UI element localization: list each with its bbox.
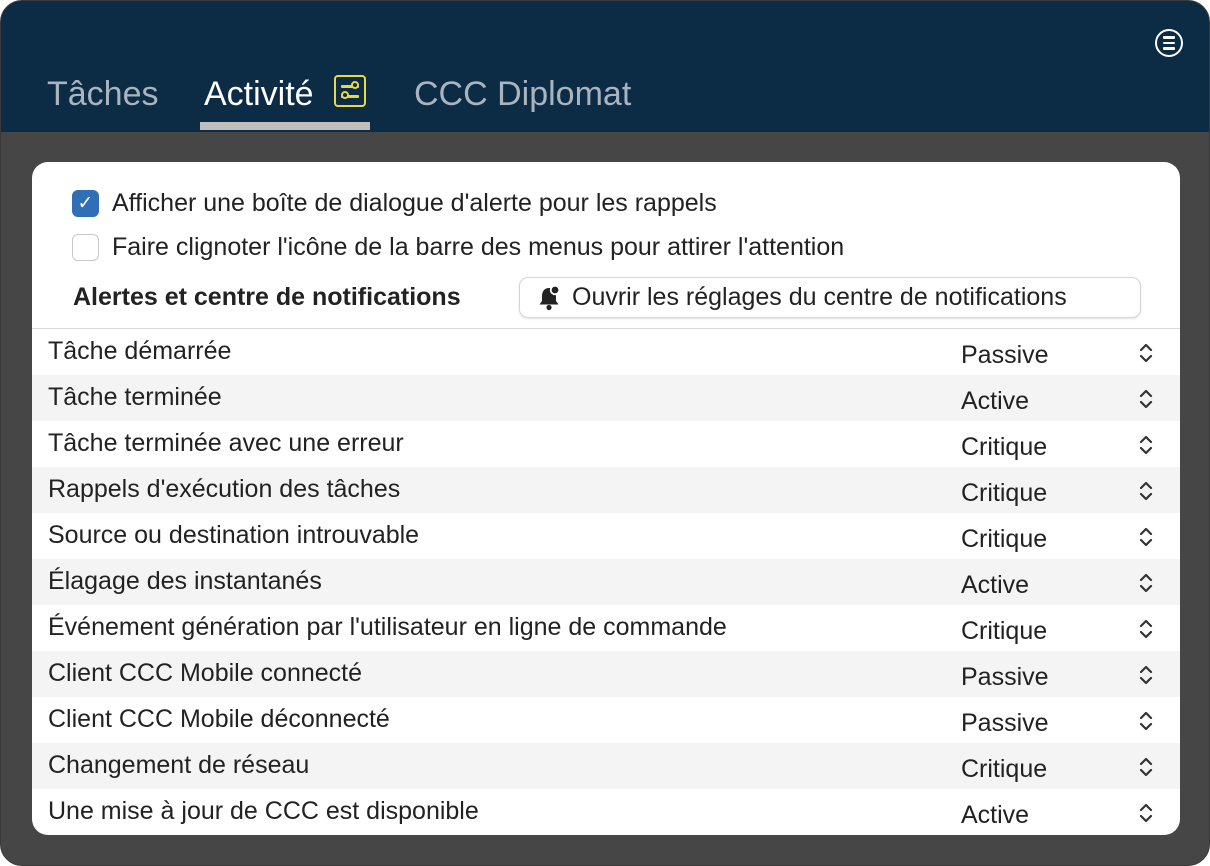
open-notification-settings-label: Ouvrir les réglages du centre de notifications: [572, 283, 1067, 311]
table-row: [32, 697, 1180, 743]
table-row: [32, 651, 1180, 697]
alert-style-select[interactable]: [952, 651, 1172, 697]
alert-style-value: Passive: [961, 709, 1049, 737]
table-row: [32, 743, 1180, 789]
alert-style-value: Critique: [961, 617, 1048, 645]
alert-event-label: Une mise à jour de CCC est disponible: [48, 797, 479, 825]
alert-style-select[interactable]: [952, 467, 1172, 513]
table-row: [32, 559, 1180, 605]
chevron-up-down-icon: [1138, 341, 1154, 365]
table-row: [32, 467, 1180, 513]
tab-ccc-diplomat[interactable]: CCC Diplomat: [414, 75, 632, 113]
alert-style-value: Passive: [961, 341, 1049, 369]
alert-event-label: Tâche terminée avec une erreur: [48, 429, 404, 457]
alert-style-value: Critique: [961, 479, 1048, 507]
open-notification-settings-button[interactable]: [519, 277, 1141, 318]
chevron-up-down-icon: [1138, 571, 1154, 595]
chevron-up-down-icon: [1138, 479, 1154, 503]
alert-style-value: Critique: [961, 755, 1048, 783]
bell-icon: [538, 285, 560, 311]
flash-menubar-label: Faire clignoter l'icône de la barre des menus pour attirer l'attention: [112, 232, 845, 261]
alert-list: [32, 329, 1180, 835]
tab-activite[interactable]: Activité: [204, 75, 314, 113]
alert-style-select[interactable]: [952, 559, 1172, 605]
table-row: [32, 789, 1180, 835]
alert-style-select[interactable]: [952, 605, 1172, 651]
table-row: [32, 605, 1180, 651]
chevron-up-down-icon: [1138, 525, 1154, 549]
flash-menubar-option[interactable]: [72, 233, 844, 261]
alert-event-label: Source ou destination introuvable: [48, 521, 420, 549]
chevron-up-down-icon: [1138, 755, 1154, 779]
active-tab-indicator: [200, 122, 370, 130]
chevron-up-down-icon: [1138, 709, 1154, 733]
alert-event-label: Événement génération par l'utilisateur en ligne de commande: [48, 613, 727, 641]
table-row: [32, 329, 1180, 375]
alert-event-label: Élagage des instantanés: [48, 567, 322, 595]
alert-style-select[interactable]: [952, 789, 1172, 835]
chevron-up-down-icon: [1138, 387, 1154, 411]
flash-menubar-checkbox[interactable]: [72, 234, 99, 261]
chevron-up-down-icon: [1138, 433, 1154, 457]
alert-style-select[interactable]: [952, 513, 1172, 559]
alert-style-select[interactable]: [952, 743, 1172, 789]
alert-event-label: Tâche terminée: [48, 383, 222, 411]
alert-event-label: Client CCC Mobile connecté: [48, 659, 363, 687]
alert-event-label: Tâche démarrée: [48, 337, 232, 365]
header-bar: [1, 1, 1210, 132]
chevron-up-down-icon: [1138, 801, 1154, 825]
alert-event-label: Rappels d'exécution des tâches: [48, 475, 401, 503]
chevron-up-down-icon: [1138, 617, 1154, 641]
alert-style-value: Active: [961, 801, 1030, 829]
alert-style-value: Active: [961, 571, 1030, 599]
alert-style-select[interactable]: [952, 697, 1172, 743]
table-row: [32, 375, 1180, 421]
alert-dialog-label: Afficher une boîte de dialogue d'alerte pour les rappels: [112, 188, 717, 217]
tab-taches[interactable]: Tâches: [47, 75, 159, 113]
alert-event-label: Client CCC Mobile déconnecté: [48, 705, 390, 733]
alert-style-value: Active: [961, 387, 1030, 415]
alert-style-select[interactable]: [952, 421, 1172, 467]
filter-icon[interactable]: [334, 75, 366, 107]
menu-icon[interactable]: [1155, 29, 1183, 57]
alert-style-value: Critique: [961, 525, 1048, 553]
alert-dialog-checkbox[interactable]: ✓: [72, 190, 99, 217]
table-row: [32, 513, 1180, 559]
alert-style-select[interactable]: [952, 375, 1172, 421]
alert-event-label: Changement de réseau: [48, 751, 310, 779]
alert-style-value: Passive: [961, 663, 1049, 691]
alert-dialog-option[interactable]: [72, 189, 717, 217]
alert-style-select[interactable]: [952, 329, 1172, 375]
chevron-up-down-icon: [1138, 663, 1154, 687]
section-title: Alertes et centre de notifications: [73, 283, 461, 311]
table-row: [32, 421, 1180, 467]
settings-panel: [32, 162, 1180, 835]
alert-style-value: Critique: [961, 433, 1048, 461]
